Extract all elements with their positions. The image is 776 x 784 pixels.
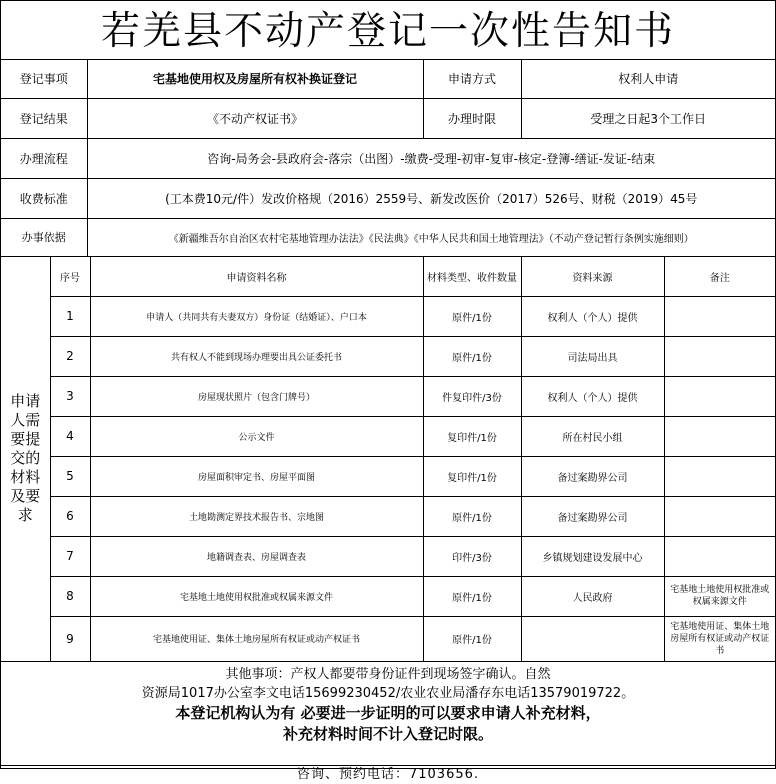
contact-phone: 咨询、预约电话：7103656. (1, 765, 775, 784)
info-row-basis (1, 218, 775, 256)
row-remark: 宅基地土地使用权批准或权属来源文件 (664, 576, 775, 616)
table-row (1, 416, 775, 456)
apply-method-value: 权利人申请 (521, 59, 775, 98)
time-limit-value: 受理之日起3个工作日 (521, 98, 775, 138)
info-row-process (1, 138, 775, 178)
basis-label: 办事依据 (1, 218, 87, 256)
apply-method-label: 申请方式 (423, 59, 521, 98)
process-label: 办理流程 (1, 138, 87, 178)
row-no: 6 (50, 496, 90, 536)
row-source: 乡镇规划建设发展中心 (521, 536, 664, 576)
row-remark (664, 416, 775, 456)
row-name: 地籍调查表、房屋调查表 (90, 536, 423, 576)
time-limit-label: 办理时限 (423, 98, 521, 138)
row-type: 复印件/1份 (423, 456, 521, 496)
row-no: 1 (50, 296, 90, 336)
row-name: 土地勘测定界技术报告书、宗地图 (90, 496, 423, 536)
row-source: 司法局出具 (521, 336, 664, 376)
row-source: 备过案勘界公司 (521, 456, 664, 496)
row-type: 原件/1份 (423, 576, 521, 616)
reg-result-value: 《不动产权证书》 (87, 98, 423, 138)
row-no: 8 (50, 576, 90, 616)
row-no: 4 (50, 416, 90, 456)
row-name: 房屋现状照片（包含门牌号） (90, 376, 423, 416)
row-no: 9 (50, 616, 90, 661)
info-row-reg-item (1, 59, 775, 98)
reg-result-label: 登记结果 (1, 98, 87, 138)
row-name: 共有权人不能到现场办理要出具公证委托书 (90, 336, 423, 376)
table-row (1, 336, 775, 376)
row-source (521, 616, 664, 661)
row-no: 3 (50, 376, 90, 416)
row-type: 原件/1份 (423, 496, 521, 536)
basis-value: 《新疆维吾尔自治区农村宅基地管理办法法》《民法典》《中华人民共和国土地管理法》（不动产登记暂行条例实施细则） (87, 218, 775, 256)
table-row (1, 456, 775, 496)
row-source: 权利人（个人）提供 (521, 296, 664, 336)
row-type: 原件/1份 (423, 336, 521, 376)
table-row (1, 536, 775, 576)
fee-value: (工本费10元/件）发改价格规（2016）2559号、新发改医价（2017）526号、财税（2019）45号 (87, 178, 775, 218)
row-remark (664, 336, 775, 376)
row-source: 人民政府 (521, 576, 664, 616)
header-name: 申请资料名称 (90, 256, 423, 296)
row-remark (664, 376, 775, 416)
process-value: 咨询-局务会-县政府会-落宗（出图）-缴费-受理-初审-复审-核定-登簿-缮证-发证-结束 (87, 138, 775, 178)
fee-label: 收费标准 (1, 178, 87, 218)
row-source: 权利人（个人）提供 (521, 376, 664, 416)
info-row-fee (1, 178, 775, 218)
table-row (1, 296, 775, 336)
header-source: 资料来源 (521, 256, 664, 296)
reg-item-label: 登记事项 (1, 59, 87, 98)
row-name: 公示文件 (90, 416, 423, 456)
other-notes-line-2: 资源局1017办公室李文电话15699230452/农业农业局潘存东电话13579019722。 (141, 685, 635, 701)
materials-side-label: 申请人需要提交的材料及要求 (1, 256, 50, 661)
page-title: 若羌县不动产登记一次性告知书 (1, 1, 775, 60)
row-no: 7 (50, 536, 90, 576)
row-source: 备过案勘界公司 (521, 496, 664, 536)
row-name: 宅基地使用证、集体土地房屋所有权证或动产权证书 (90, 616, 423, 661)
info-row-reg-result (1, 98, 775, 138)
row-name: 宅基地土地使用权批准或权属来源文件 (90, 576, 423, 616)
row-no: 2 (50, 336, 90, 376)
table-row (1, 496, 775, 536)
other-notes-line-4: 补充材料时间不计入登记时限。 (282, 724, 493, 743)
table-row (1, 616, 775, 661)
table-row (1, 576, 775, 616)
reg-item-value: 宅基地使用权及房屋所有权补换证登记 (87, 59, 423, 98)
table-row (1, 376, 775, 416)
row-name: 房屋面积审定书、房屋平面图 (90, 456, 423, 496)
other-notes-line-1: 其他事项：产权人都要带身份证件到现场签字确认。自然 (225, 666, 551, 682)
materials-header-row (1, 256, 775, 296)
row-type: 印件/3份 (423, 536, 521, 576)
other-notes (1, 661, 775, 765)
row-name: 申请人（共同共有夫妻双方）身份证（结婚证）、户口本 (90, 296, 423, 336)
row-type: 原件/1份 (423, 616, 521, 661)
info-table (1, 59, 775, 257)
row-remark (664, 536, 775, 576)
row-type: 原件/1份 (423, 296, 521, 336)
row-type: 复印件/1份 (423, 416, 521, 456)
row-remark (664, 296, 775, 336)
header-type: 材料类型、收件数量 (423, 256, 521, 296)
row-source: 所在村民小组 (521, 416, 664, 456)
row-remark (664, 456, 775, 496)
materials-table (1, 256, 775, 662)
row-remark (664, 496, 775, 536)
header-remark: 备注 (664, 256, 775, 296)
header-no: 序号 (50, 256, 90, 296)
row-no: 5 (50, 456, 90, 496)
row-type: 件复印件/3份 (423, 376, 521, 416)
other-notes-line-3: 本登记机构认为有 必要进一步证明的可以要求申请人补充材料， (175, 703, 601, 722)
row-remark: 宅基地使用证、集体土地房屋所有权证或动产权证书 (664, 616, 775, 661)
